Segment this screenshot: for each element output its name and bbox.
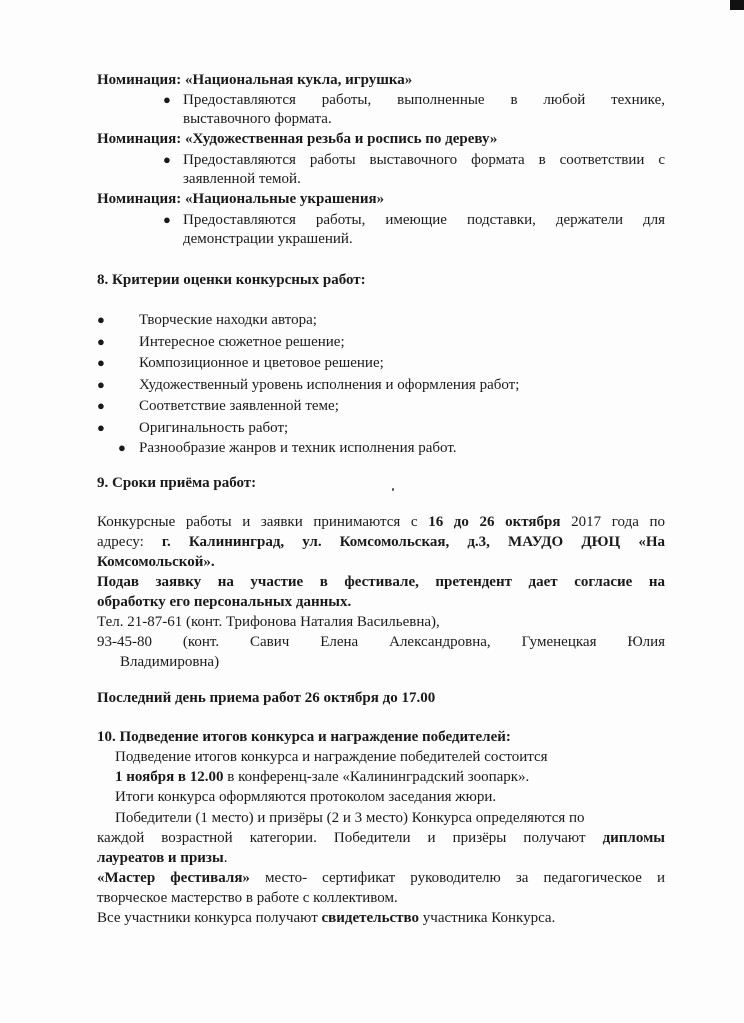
participants-line: Все участники конкурса получают свидетельство участника Конкурса.	[97, 910, 556, 926]
results-date-line: 1 ноября в 12.00 в конференц-зале «Калининградский зоопарк».	[115, 769, 530, 785]
nomination-label: Номинация	[97, 191, 177, 207]
winners-line: Победители (1 место) и призёры (2 и 3 место) Конкурса определяются по	[115, 810, 585, 826]
nomination-3-heading	[97, 189, 384, 209]
results-line: Подведение итогов конкурса и награждение победителей состоится	[115, 749, 548, 765]
winners-line: каждой возрастной категории. Победители и призёры получают дипломы	[97, 830, 665, 846]
nomination-1-text-line: Предоставляются работы, выполненные в любой технике,	[183, 92, 665, 108]
bullet-dot-icon: ●	[97, 377, 105, 392]
criteria-item: Композиционное и цветовое решение;	[139, 355, 384, 371]
bullet-dot-icon: ●	[163, 152, 171, 167]
nomination-2-text-line: Предоставляются работы выставочного формата в соответствии с	[183, 152, 665, 168]
nomination-title: : «Национальные украшения»	[176, 191, 385, 207]
scan-corner-mark	[730, 0, 744, 10]
consent-line-end: обработку его персональных данных.	[97, 594, 352, 610]
bullet-dot-icon: ●	[97, 420, 105, 435]
bullet-dot-icon: ●	[97, 355, 105, 370]
nomination-1-text-line: выставочного формата.	[183, 111, 332, 127]
criteria-item: Творческие находки автора;	[139, 312, 317, 328]
results-line: Итоги конкурса оформляются протоколом заседания жюри.	[115, 789, 497, 805]
criteria-item: Оригинальность работ;	[139, 420, 289, 436]
contact-phone-line: 93-45-80 (конт. Савич Елена Александровна, Гуменецкая Юлия	[97, 634, 665, 650]
nomination-2-text-line: заявленной темой.	[183, 171, 301, 187]
contact-phone-line: Тел. 21-87-61 (конт. Трифонова Наталия Васильевна),	[97, 614, 440, 630]
criteria-item: Интересное сюжетное решение;	[139, 334, 345, 350]
bullet-dot-icon: ●	[97, 312, 105, 327]
nomination-label: Номинация	[97, 72, 177, 88]
section-9-heading: 9. Сроки приёма работ:	[97, 475, 257, 491]
consent-line: Подав заявку на участие в фестивале, претендент дает согласие на	[97, 574, 665, 590]
nomination-title: : «Национальная кукла, игрушка»	[176, 72, 413, 88]
section-8-heading: 8. Критерии оценки конкурсных работ:	[97, 272, 366, 288]
nomination-3-text-line: Предоставляются работы, имеющие подставки, держатели для	[183, 212, 665, 228]
bullet-dot-icon: ●	[163, 92, 171, 107]
master-line: «Мастер фестиваля» место- сертификат руководителю за педагогическое и	[97, 870, 665, 886]
winners-line-end: лауреатов и призы.	[97, 850, 228, 866]
bullet-dot-icon: ●	[97, 398, 105, 413]
acceptance-line: Конкурсные работы и заявки принимаются с 16 до 26 октября 2017 года по	[97, 514, 665, 530]
address-line-end: Комсомольской».	[97, 554, 215, 570]
criteria-item: Разнообразие жанров и техник исполнения работ.	[139, 440, 457, 456]
master-line-end: творческое мастерство в работе с коллективом.	[97, 890, 398, 906]
bullet-dot-icon: ●	[163, 212, 171, 227]
nomination-3-text-line: демонстрации украшений.	[183, 231, 353, 247]
contact-phone-line-end: Владимировна)	[120, 654, 220, 670]
criteria-item: Соответствие заявленной теме;	[139, 398, 339, 414]
bullet-dot-icon: ●	[97, 334, 105, 349]
scan-speck	[392, 488, 394, 491]
address-line: адресу: г. Калининград, ул. Комсомольская, д.3, МАУДО ДЮЦ «На	[97, 534, 665, 550]
nomination-title: : «Художественная резьба и роспись по дереву»	[176, 131, 498, 147]
deadline-notice: Последний день приема работ 26 октября до 17.00	[97, 690, 436, 706]
bullet-dot-icon: ●	[118, 440, 126, 455]
nomination-label: Номинация	[97, 131, 177, 147]
section-10-heading: 10. Подведение итогов конкурса и награждение победителей:	[97, 729, 511, 745]
nomination-2-heading	[97, 129, 497, 149]
nomination-1-heading	[97, 70, 412, 90]
criteria-item: Художественный уровень исполнения и оформления работ;	[139, 377, 520, 393]
